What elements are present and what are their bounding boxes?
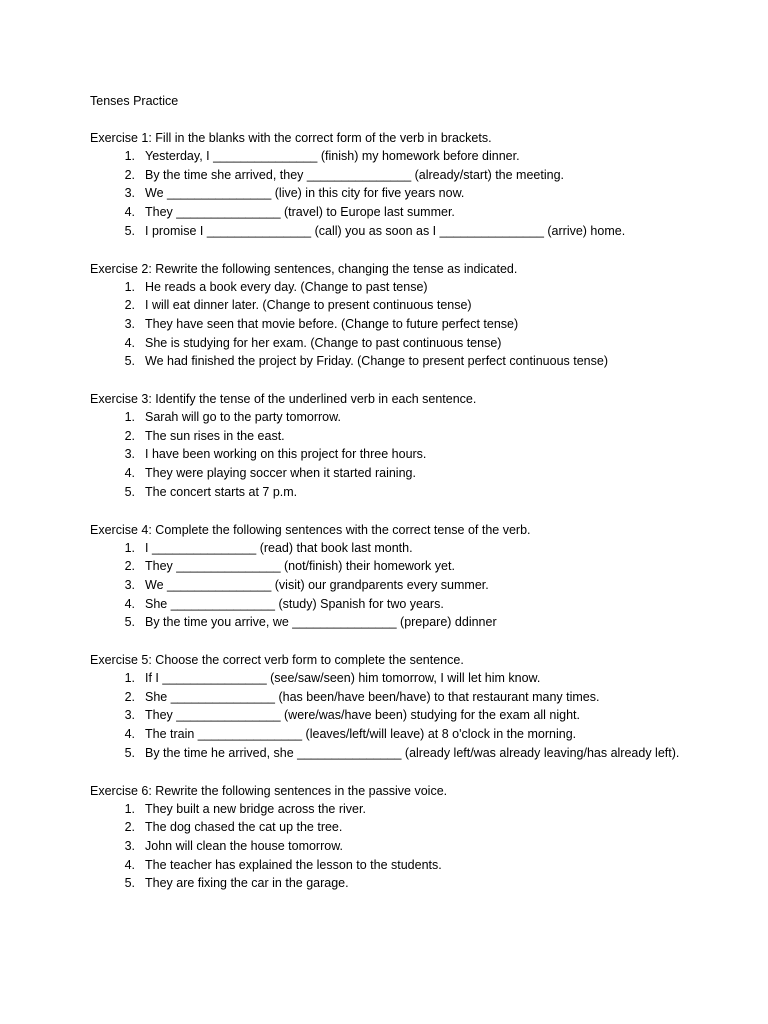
exercise-item-list [90,147,690,241]
exercise-item-list [90,278,690,372]
item-number: 2. [124,689,135,704]
item-number: 1. [124,149,135,163]
item-text: The sun rises in the east. [145,428,285,443]
exercise-section-2 [90,260,690,372]
item-text: She is studying for her exam. (Change to past continuous tense) [145,335,502,350]
item-number: 4. [124,335,135,350]
item-number: 3. [124,316,135,331]
item-text: We _______________ (visit) our grandparents every summer. [145,577,489,592]
list-item [90,725,690,744]
list-item [90,837,690,856]
item-text: I will eat dinner later. (Change to present continuous tense) [145,298,472,313]
exercise-heading: Exercise 1: Fill in the blanks with the correct form of the verb in brackets. [90,131,492,145]
item-text: They are fixing the car in the garage. [145,876,349,891]
item-text: By the time he arrived, she _______________ (already left/was already leaving/has already left). [145,745,680,760]
item-text: The teacher has explained the lesson to the students. [145,857,442,872]
item-number: 2. [124,559,135,574]
exercise-item-list [90,408,690,502]
exercise-heading: Exercise 5: Choose the correct verb form to complete the sentence. [90,653,464,668]
exercise-section-5 [90,651,690,763]
list-item [90,613,690,632]
exercise-item-list [90,539,690,633]
item-text: By the time you arrive, we _______________ (prepare) ddinner [145,615,497,630]
exercise-item-list [90,800,690,894]
list-item [90,669,690,688]
item-text: They _______________ (were/was/have been) studying for the exam all night. [145,708,581,723]
item-text: She _______________ (has been/have been/have) to that restaurant many times. [145,689,600,704]
item-number: 4. [124,727,135,742]
item-text: They built a new bridge across the river. [145,801,366,816]
item-number: 1. [124,279,135,294]
exercise-heading: Exercise 3: Identify the tense of the underlined verb in each sentence. [90,392,477,407]
list-item [90,576,690,595]
list-item [90,408,690,427]
item-text: I have been working on this project for three hours. [145,447,427,462]
exercise-section-6 [90,782,690,894]
list-item [90,334,690,353]
item-number: 4. [124,466,135,481]
item-number: 4. [124,596,135,611]
item-number: 4. [124,205,135,220]
document-title: Tenses Practice [90,94,179,108]
list-item [90,278,690,297]
list-item [90,595,690,614]
item-number: 1. [124,410,135,425]
list-item [90,874,690,893]
exercise-heading: Exercise 2: Rewrite the following sentences, changing the tense as indicated. [90,261,518,276]
item-text: They were playing soccer when it started raining. [145,466,416,481]
list-item [90,315,690,334]
list-item [90,147,690,166]
item-text: The dog chased the cat up the tree. [145,820,343,835]
item-text: I _______________ (read) that book last month. [145,540,413,555]
exercise-item-list [90,669,690,763]
exercise-heading: Exercise 6: Rewrite the following sentences in the passive voice. [90,783,448,798]
list-item [90,483,690,502]
item-text: The train _______________ (leaves/left/will leave) at 8 o'clock in the morning. [145,727,577,742]
list-item [90,166,690,185]
item-number: 3. [124,577,135,592]
list-item [90,706,690,725]
item-text: If I _______________ (see/saw/seen) him tomorrow, I will let him know. [145,671,541,686]
item-text: They _______________ (not/finish) their homework yet. [145,559,455,574]
item-text: She _______________ (study) Spanish for two years. [145,596,444,611]
item-number: 5. [124,876,135,891]
document-page [90,92,690,893]
item-text: They _______________ (travel) to Europe last summer. [145,205,455,220]
exercise-section-3 [90,390,690,502]
item-number: 3. [124,708,135,723]
item-text: John will clean the house tomorrow. [145,838,344,853]
item-number: 5. [124,745,135,760]
item-number: 2. [124,428,135,443]
item-text: The concert starts at 7 p.m. [145,484,298,499]
item-text: They have seen that movie before. (Change to future perfect tense) [145,316,519,331]
item-number: 2. [124,298,135,313]
item-number: 5. [124,223,135,238]
item-text: He reads a book every day. (Change to past tense) [145,279,428,294]
item-text: I promise I _______________ (call) you as soon as I _______________ (arrive) home. [145,223,626,238]
item-number: 2. [124,820,135,835]
exercise-section-4 [90,521,690,633]
list-item [90,800,690,819]
list-item [90,352,690,371]
list-item [90,222,690,241]
list-item [90,445,690,464]
item-text: Yesterday, I _______________ (finish) my homework before dinner. [145,149,520,163]
item-number: 1. [124,540,135,555]
item-number: 3. [124,186,135,201]
list-item [90,296,690,315]
item-number: 1. [124,671,135,686]
item-number: 3. [124,838,135,853]
list-item [90,539,690,558]
list-item [90,464,690,483]
item-text: By the time she arrived, they _______________ (already/start) the meeting. [145,167,565,182]
list-item [90,744,690,763]
item-text: Sarah will go to the party tomorrow. [145,410,341,425]
exercise-heading: Exercise 4: Complete the following sentences with the correct tense of the verb. [90,522,531,537]
list-item [90,557,690,576]
item-number: 3. [124,447,135,462]
item-text: We _______________ (live) in this city for five years now. [145,186,465,201]
list-item [90,184,690,203]
item-number: 2. [124,167,135,182]
exercises-container [90,129,690,893]
item-text: We had finished the project by Friday. (Change to present perfect continuous tense) [145,354,608,369]
list-item [90,818,690,837]
list-item [90,856,690,875]
list-item [90,203,690,222]
item-number: 1. [124,801,135,816]
list-item [90,427,690,446]
item-number: 5. [124,354,135,369]
item-number: 5. [124,615,135,630]
item-number: 5. [124,484,135,499]
exercise-section-1 [90,129,690,241]
item-number: 4. [124,857,135,872]
list-item [90,688,690,707]
